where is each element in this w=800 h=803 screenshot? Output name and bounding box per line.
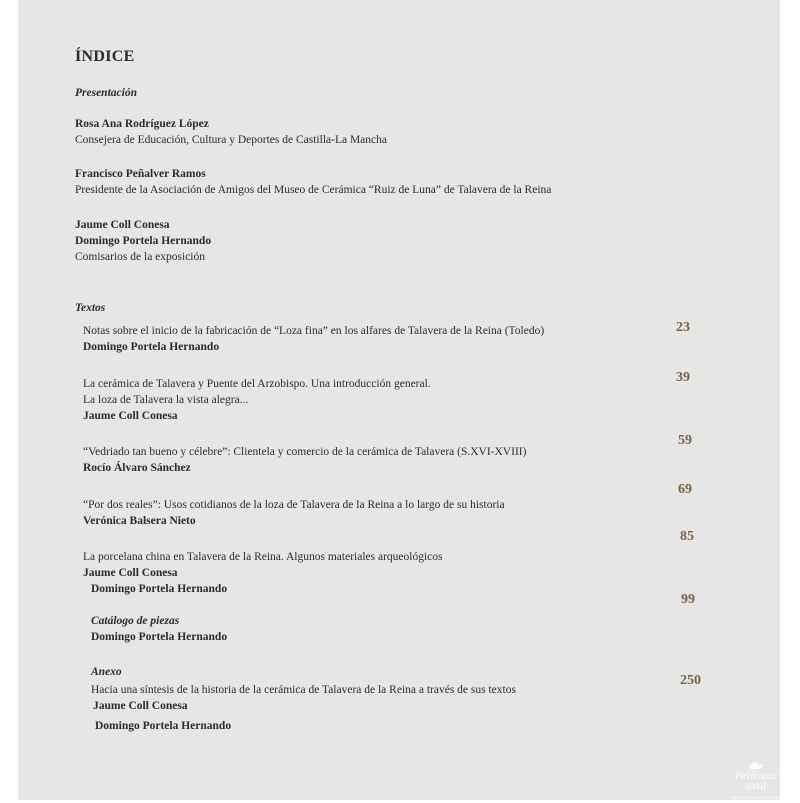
entry-author: Jaume Coll Conesa	[83, 567, 178, 579]
entry-title: Notas sobre el inicio de la fabricación de “Loza fina” en los alfares de Talavera de la Reina (Toledo)	[83, 325, 545, 337]
section-heading-textos: Textos	[75, 302, 106, 314]
toc-entry-6	[91, 613, 227, 645]
page-number: 59	[678, 433, 692, 448]
entry-author: Jaume Coll Conesa	[83, 410, 178, 422]
watermark-logo	[728, 758, 784, 801]
toc-entry-1	[83, 323, 544, 355]
entry-author: Rocío Álvaro Sánchez	[83, 462, 191, 474]
toc-entry-anexo	[91, 682, 516, 734]
entry-title: La cerámica de Talavera y Puente del Arzobispo. Una introducción general.	[83, 378, 431, 390]
watermark-text: Pelícano azul	[734, 771, 778, 792]
entry-role: Presidente de la Asociación de Amigos del Museo de Cerámica “Ruiz de Luna” de Talavera de la Reina	[75, 184, 552, 196]
page-number: 69	[678, 482, 692, 497]
entry-name: Domingo Portela Hernando	[75, 235, 212, 247]
section-heading-presentacion: Presentación	[75, 87, 137, 99]
entry-name: Francisco Peñalver Ramos	[75, 168, 206, 180]
entry-author: Domingo Portela Hernando	[95, 720, 232, 732]
toc-entry-2	[83, 376, 431, 424]
entry-role: Consejera de Educación, Cultura y Deportes de Castilla-La Mancha	[75, 134, 387, 146]
watermark-url: elpelicanoazul.com	[731, 795, 781, 801]
entry-title: Catálogo de piezas	[91, 615, 180, 627]
section-heading-anexo: Anexo	[91, 666, 122, 678]
entry-author: Domingo Portela Hernando	[91, 583, 228, 595]
entry-author: Domingo Portela Hernando	[83, 341, 220, 353]
page-number: 39	[676, 370, 690, 385]
page-title: ÍNDICE	[75, 48, 135, 65]
toc-entry-5	[83, 549, 443, 597]
entry-author: Domingo Portela Hernando	[91, 631, 228, 643]
entry-role: Comisarios de la exposición	[75, 251, 205, 263]
page-number: 99	[681, 592, 695, 607]
toc-entry-3	[83, 444, 526, 476]
entry-title: “Por dos reales”: Usos cotidianos de la loza de Talavera de la Reina a lo largo de su historia	[83, 499, 505, 511]
entry-name: Jaume Coll Conesa	[75, 219, 170, 231]
entry-author: Verónica Balsera Nieto	[83, 515, 196, 527]
entry-title: La porcelana china en Talavera de la Reina. Algunos materiales arqueológicos	[83, 551, 443, 563]
page-number: 23	[676, 320, 690, 335]
toc-entry-4	[83, 497, 505, 529]
page-number: 250	[680, 673, 701, 688]
entry-title: Hacia una síntesis de la historia de la cerámica de Talavera de la Reina a través de sus textos	[91, 684, 516, 696]
entry-presentacion-1	[75, 116, 387, 148]
entry-title: “Vedriado tan bueno y célebre”: Clientela y comercio de la cerámica de Talavera (S.XVI-XVIII)	[83, 446, 527, 458]
entry-presentacion-2	[75, 166, 551, 198]
entry-name: Rosa Ana Rodríguez López	[75, 118, 209, 130]
entry-author: Jaume Coll Conesa	[93, 700, 188, 712]
entry-presentacion-3	[75, 217, 211, 265]
page-number: 85	[680, 529, 694, 544]
pelican-icon	[747, 758, 765, 772]
entry-subtitle: La loza de Talavera la vista alegra...	[83, 394, 249, 406]
